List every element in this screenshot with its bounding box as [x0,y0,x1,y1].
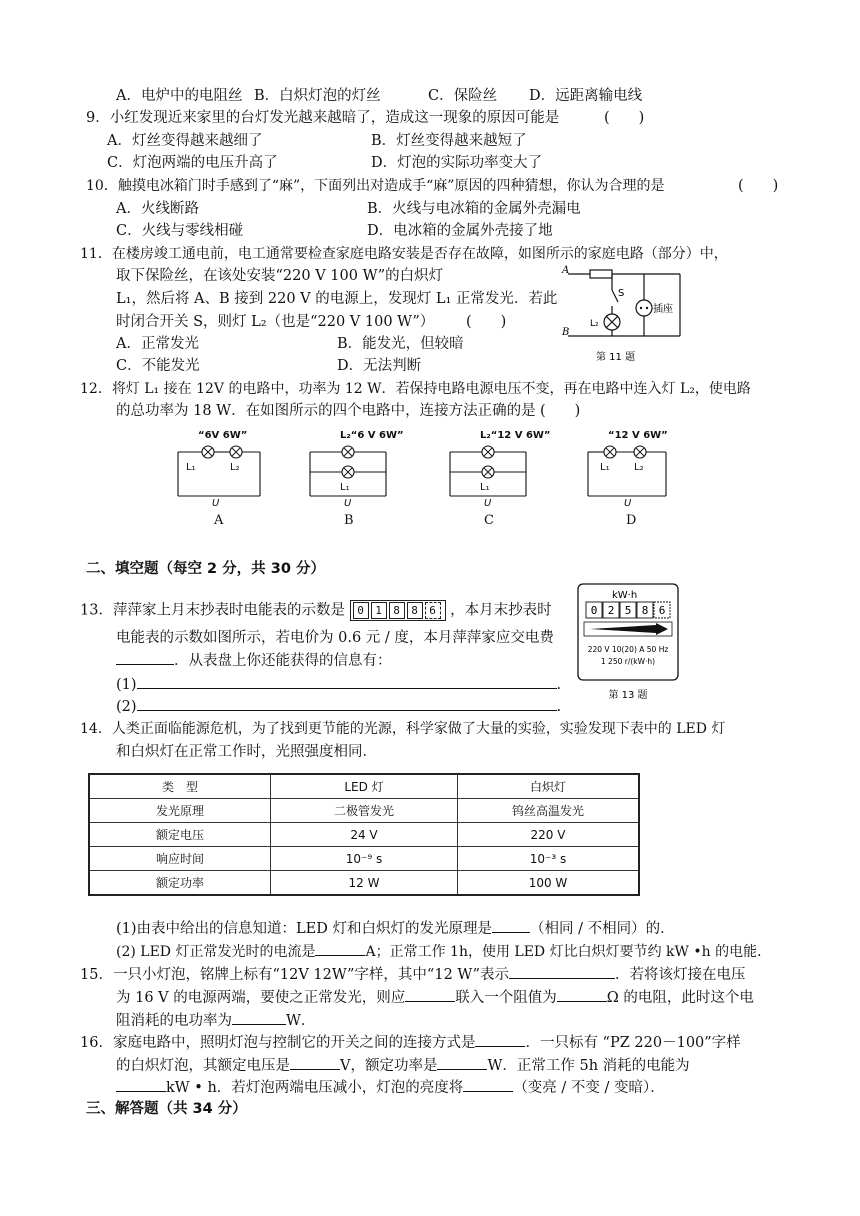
q14-sub1 [116,918,675,939]
q10-option-c: C．火线与零线相碰 [116,223,244,239]
section-2-heading: 二、填空题（每空 2 分，共 30 分） [86,561,325,577]
q12-c-rating: L₂“12 V 6W” [480,430,551,441]
q12-b-rating: L₂“6 V 6W” [340,430,404,441]
q16-line3-mid: kW • h．若灯泡两端电压减小，灯泡的亮度将 [166,1080,464,1096]
q13-line1-pre: 13．萍萍家上月末抄表时电能表的示数是 [80,602,345,619]
q16-line2-post: W．正常工作 5h 消耗的电能为 [487,1058,690,1074]
q12-line1: 12．将灯 L₁ 接在 12V 的电路中，功率为 12 W．若保持电路电源电压不变，再在电路中连入灯 L₂，使电路 [80,381,751,397]
table-row [89,871,639,896]
q13-meter-spec1: 220 V 10(20) A 50 Hz [587,645,669,654]
q13-item1-blank[interactable] [137,674,557,689]
q13-item1-label: (1) [116,677,137,693]
q15-line2-mid: 联入一个阻值为 [455,990,557,1006]
q16-blank-5[interactable] [463,1077,513,1092]
q9-option-c: C．灯泡两端的电压升高了 [107,155,278,171]
q12-c-l1: L₁ [480,482,490,493]
q13-prev-reading [350,600,446,621]
table-cell: 钨丝高温发光 [458,799,640,823]
q10-option-b: B．火线与电冰箱的金属外壳漏电 [367,201,581,217]
table-header-cell: 类 型 [89,774,271,799]
q13-meter-digit: 0 [590,604,598,617]
q12-a-u: U [212,498,220,509]
q13-meter-digit: 6 [658,604,666,617]
table-header-row [89,774,639,799]
q14-table [88,773,640,896]
q15-line1 [80,964,746,985]
q13-caption: 第 13 题 [608,690,648,701]
q12-line2: 的总功率为 18 W．在如图所示的四个电路中，连接方法正确的是 [116,403,536,419]
table-row [89,799,639,823]
q14-sub2 [116,941,771,962]
q8-option-d: D．远距离输电线 [529,88,643,104]
q11-option-d: D．无法判断 [337,358,422,374]
q11-line1: 11．在楼房竣工通电前，电工通常要检查家庭电路安装是否存在故障，如图所示的家庭电路（部分）中， [80,246,728,262]
q12-d-u: U [624,498,632,509]
q16-blank-3[interactable] [437,1055,487,1070]
q14-line2: 和白炽灯在正常工作时，光照强度相同． [116,744,377,760]
q16-blank-2[interactable] [290,1055,340,1070]
q13-prev-digit: 8 [407,602,423,619]
q13-prev-digit: 0 [353,602,369,619]
q11-caption: 第 11 题 [596,352,636,363]
q13-meter-figure [576,582,686,704]
q13-line3-text: ．从表盘上你还能获得的信息有： [174,653,392,669]
q16-blank-1[interactable] [475,1032,525,1047]
table-header-cell: 白炽灯 [458,774,640,799]
q16-line3 [116,1077,665,1098]
q16-line2-pre: 的白炽灯泡，其额定电压是 [116,1058,290,1074]
q12-d-l1: L₁ [600,462,610,473]
q11-line4: 时闭合开关 S，则灯 L₂（也是“220 V 100 W”） [116,314,435,330]
q14-sub1-blank[interactable] [492,918,530,933]
q12-b-l1: L₁ [340,482,350,493]
q12-a-l1: L₁ [186,462,196,473]
q15-blank-3[interactable] [557,987,607,1002]
q14-sub2-pre: (2) LED 灯正常发光时的电流是 [116,944,316,960]
q15-line3-post: W． [286,1013,316,1029]
q16-line2-mid: V，额定功率是 [340,1058,438,1074]
q11-line3: L₁，然后将 A、B 接到 220 V 的电源上，发现灯 L₁ 正常发光．若此 [116,291,558,307]
q13-prev-digit: 1 [371,602,387,619]
q15-line1-pre: 15．一只小灯泡，铭牌上标有“12V 12W”字样，其中“12 W”表示 [80,967,509,983]
q13-line3 [116,650,392,671]
q10-option-a: A．火线断路 [116,201,199,217]
q15-blank-4[interactable] [232,1010,286,1025]
table-cell: 额定功率 [89,871,271,896]
q9-stem: 9．小红发现近来家里的台灯发光越来越暗了，造成这一现象的原因可能是 [86,110,560,126]
q13-item1: (1) . [116,674,561,695]
q13-meter-digit: 2 [607,604,615,617]
q12-d-label: D [626,513,637,528]
q10-stem: 10．触摸电冰箱门时手感到了“麻”，下面列出对造成手“麻”原因的四种猜想，你认为合理的是 [86,178,665,194]
q8-option-b: B．白炽灯泡的灯丝 [254,88,381,104]
q11-option-c: C．不能发光 [116,358,200,374]
q11-label-a: A [562,265,570,276]
q16-line3-post: （变亮 / 不变 / 变暗）． [513,1080,665,1096]
q14-sub2-blank[interactable] [315,941,365,956]
q13-meter-unit: kW·h [612,590,638,601]
q16-line1 [80,1032,741,1053]
q12-a-label: A [214,513,224,528]
q11-circuit-figure [560,262,690,374]
q9-option-a: A．灯丝变得越来越细了 [107,133,263,149]
table-cell: 二极管发光 [271,799,458,823]
q12-a-l2: L₂ [230,462,240,473]
q12-c-u: U [484,498,492,509]
table-row [89,847,639,871]
q11-option-a: A．正常发光 [116,336,199,352]
table-cell: 发光原理 [89,799,271,823]
q11-label-l2: L₂ [590,319,599,329]
table-cell: 100 W [458,871,640,896]
q12-d-rating: “12 V 6W” [608,430,668,441]
section-3-heading: 三、解答题（共 34 分） [86,1101,247,1117]
table-cell: 10⁻³ s [458,847,640,871]
table-row [89,823,639,847]
q12-b-u: U [344,498,352,509]
table-header-cell: LED 灯 [271,774,458,799]
q12-c-label: C [484,513,494,528]
q10-option-d: D．电冰箱的金属外壳接了地 [367,223,553,239]
q9-answer-paren: ( ) [604,110,645,126]
q16-line1-pre: 16．家庭电路中，照明灯泡与控制它的开关之间的连接方式是 [80,1035,476,1051]
q13-prev-digit: 6 [425,602,441,619]
q10-answer-paren: ( ) [738,178,779,194]
q16-line1-post: ．一只标有 “PZ 220－100”字样 [525,1035,741,1051]
q11-option-b: B．能发光，但较暗 [337,336,464,352]
q15-blank-2[interactable] [405,987,455,1002]
q8-option-a: A．电炉中的电阻丝 [116,88,243,104]
q12-a-rating: “6V 6W” [198,430,248,441]
q15-line2-post: Ω 的电阻，此时这个电 [606,990,754,1006]
q13-meter-digit: 5 [624,604,632,617]
q13-line1-post: ，本月末抄表时 [450,602,552,619]
table-cell: 220 V [458,823,640,847]
q11-label-b: B [562,327,570,338]
q14-sub1-pre: (1)由表中给出的信息知道：LED 灯和白炽灯的发光原理是 [116,921,492,937]
q13-line2: 电能表的示数如图所示，若电价为 0.6 元 / 度，本月萍萍家应交电费 [116,630,554,646]
q13-item2: (2) . [116,696,561,717]
q15-line1-post: ．若将该灯接在电压 [615,967,746,983]
table-cell: 响应时间 [89,847,271,871]
table-cell: 额定电压 [89,823,271,847]
q11-label-switch: S [618,288,625,299]
q13-item2-label: (2) [116,699,137,715]
q15-line3 [116,1010,315,1031]
q13-line1 [80,600,552,621]
table-cell: 12 W [271,871,458,896]
q13-fee-blank[interactable] [116,650,174,665]
q14-line1: 14．人类正面临能源危机，为了找到更节能的光源，科学家做了大量的实验，实验发现下表中的 LED 灯 [80,721,726,737]
q16-blank-4[interactable] [116,1077,166,1092]
q15-line2-pre: 为 16 V 的电源两端，要使之正常发光，则应 [116,990,406,1006]
q9-option-b: B．灯丝变得越来越短了 [371,133,527,149]
q13-item2-blank[interactable] [137,696,557,711]
q13-prev-digit: 8 [389,602,405,619]
q15-line2 [116,987,754,1008]
q12-circuits-figure [160,424,690,528]
q16-line2 [116,1055,690,1076]
q8-option-c: C．保险丝 [428,88,498,104]
q15-line3-pre: 阻消耗的电功率为 [116,1013,232,1029]
q13-meter-spec2: 1 250 r/(kW·h) [600,657,656,666]
q15-blank-1[interactable] [509,964,615,979]
q11-line2: 取下保险丝，在该处安装“220 V 100 W”的白炽灯 [116,268,444,284]
q9-option-d: D．灯泡的实际功率变大了 [371,155,543,171]
q14-sub1-post: （相同 / 不相同）的． [530,921,675,937]
q12-d-l2: L₂ [634,462,644,473]
q11-answer-paren: ( ) [466,314,507,330]
q14-sub2-mid: A；正常工作 1h，使用 LED 灯比白炽灯要节约 kW •h 的电能． [365,944,772,960]
table-cell: 24 V [271,823,458,847]
q12-answer-paren: ( ) [540,403,581,419]
q11-label-socket: 插座 [653,304,673,315]
table-cell: 10⁻⁹ s [271,847,458,871]
q13-meter-digit: 8 [641,604,649,617]
q12-b-label: B [344,513,354,528]
